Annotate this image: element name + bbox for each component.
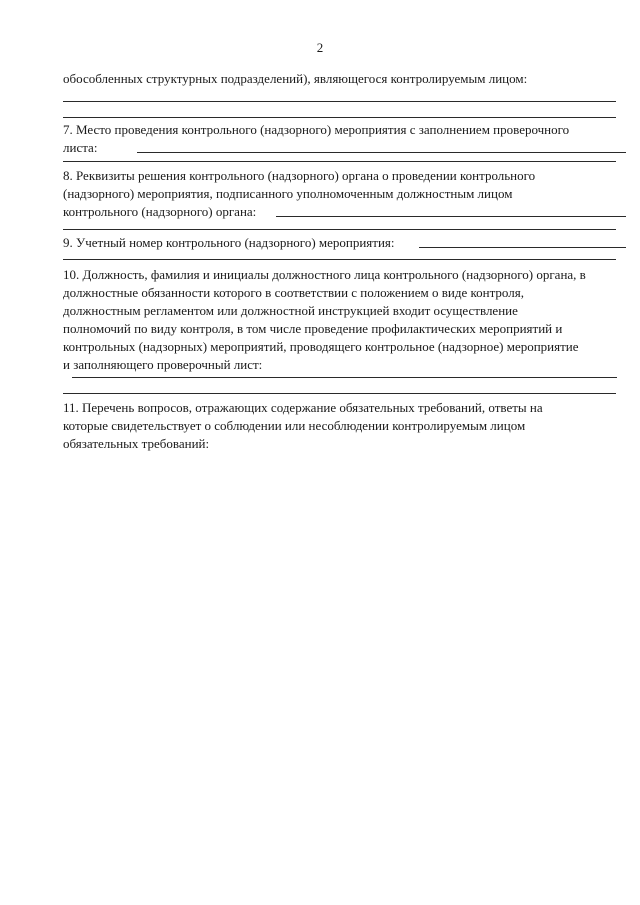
section-11-line-3: обязательных требований: [63, 436, 210, 451]
section-10-line-1: 10. Должность, фамилия и инициалы должностного лица контрольного (надзорного) органа, в [63, 267, 586, 282]
section-7-fill-line [137, 152, 626, 153]
section-10-line-6: и заполняющего проверочный лист: [63, 357, 263, 372]
section-7-line-1: 7. Место проведения контрольного (надзорного) мероприятия с заполнением проверочного [63, 122, 570, 137]
section-10-line-2: должностные обязанности которого в соответствии с положением о виде контроля, [63, 285, 524, 300]
section-9-row-1 [63, 234, 626, 252]
section-6-tail [63, 70, 626, 88]
section-8-fill-line [276, 216, 626, 217]
section-divider-3 [63, 229, 616, 230]
section-9-line-1: 9. Учетный номер контрольного (надзорного) мероприятия: [63, 235, 395, 250]
section-7-row-2 [63, 139, 626, 157]
page-number: 2 [316, 40, 324, 55]
section-8-line-2: (надзорного) мероприятия, подписанного уполномоченным должностным лицом [63, 186, 513, 201]
section-9-fill-line [419, 247, 626, 248]
section-10 [63, 266, 626, 374]
section-11 [63, 399, 626, 453]
section-8-line-3: контрольного (надзорного) органа: [63, 204, 257, 219]
section-divider-1 [63, 117, 616, 118]
section-7-line-2: листа: [63, 140, 98, 155]
section-11-line-2: которые свидетельствует о соблюдении или несоблюдении контролируемым лицом [63, 418, 526, 433]
section-10-line-3: должностным регламентом или должностной инструкцией входит осуществление [63, 303, 518, 318]
section-divider-4 [63, 259, 616, 260]
section-divider-2 [63, 161, 616, 162]
section-divider-5 [63, 393, 616, 394]
section-8-row-3 [63, 203, 626, 221]
section-11-line-1: 11. Перечень вопросов, отражающих содержание обязательных требований, ответы на [63, 400, 543, 415]
section-7 [63, 121, 626, 157]
section-10-line-5: контрольных (надзорных) мероприятий, проводящего контрольное (надзорное) мероприятие [63, 339, 579, 354]
section-6-fill-line [63, 101, 616, 102]
section-9 [63, 234, 626, 252]
section-10-line-4: полномочий по виду контроля, в том числе проведение профилактических мероприятий и [63, 321, 563, 336]
section-6-text: обособленных структурных подразделений), являющегося контролируемым лицом: [63, 71, 528, 86]
section-10-fill-line [72, 377, 617, 378]
section-8 [63, 167, 626, 221]
section-8-line-1: 8. Реквизиты решения контрольного (надзорного) органа о проведении контрольного [63, 168, 536, 183]
